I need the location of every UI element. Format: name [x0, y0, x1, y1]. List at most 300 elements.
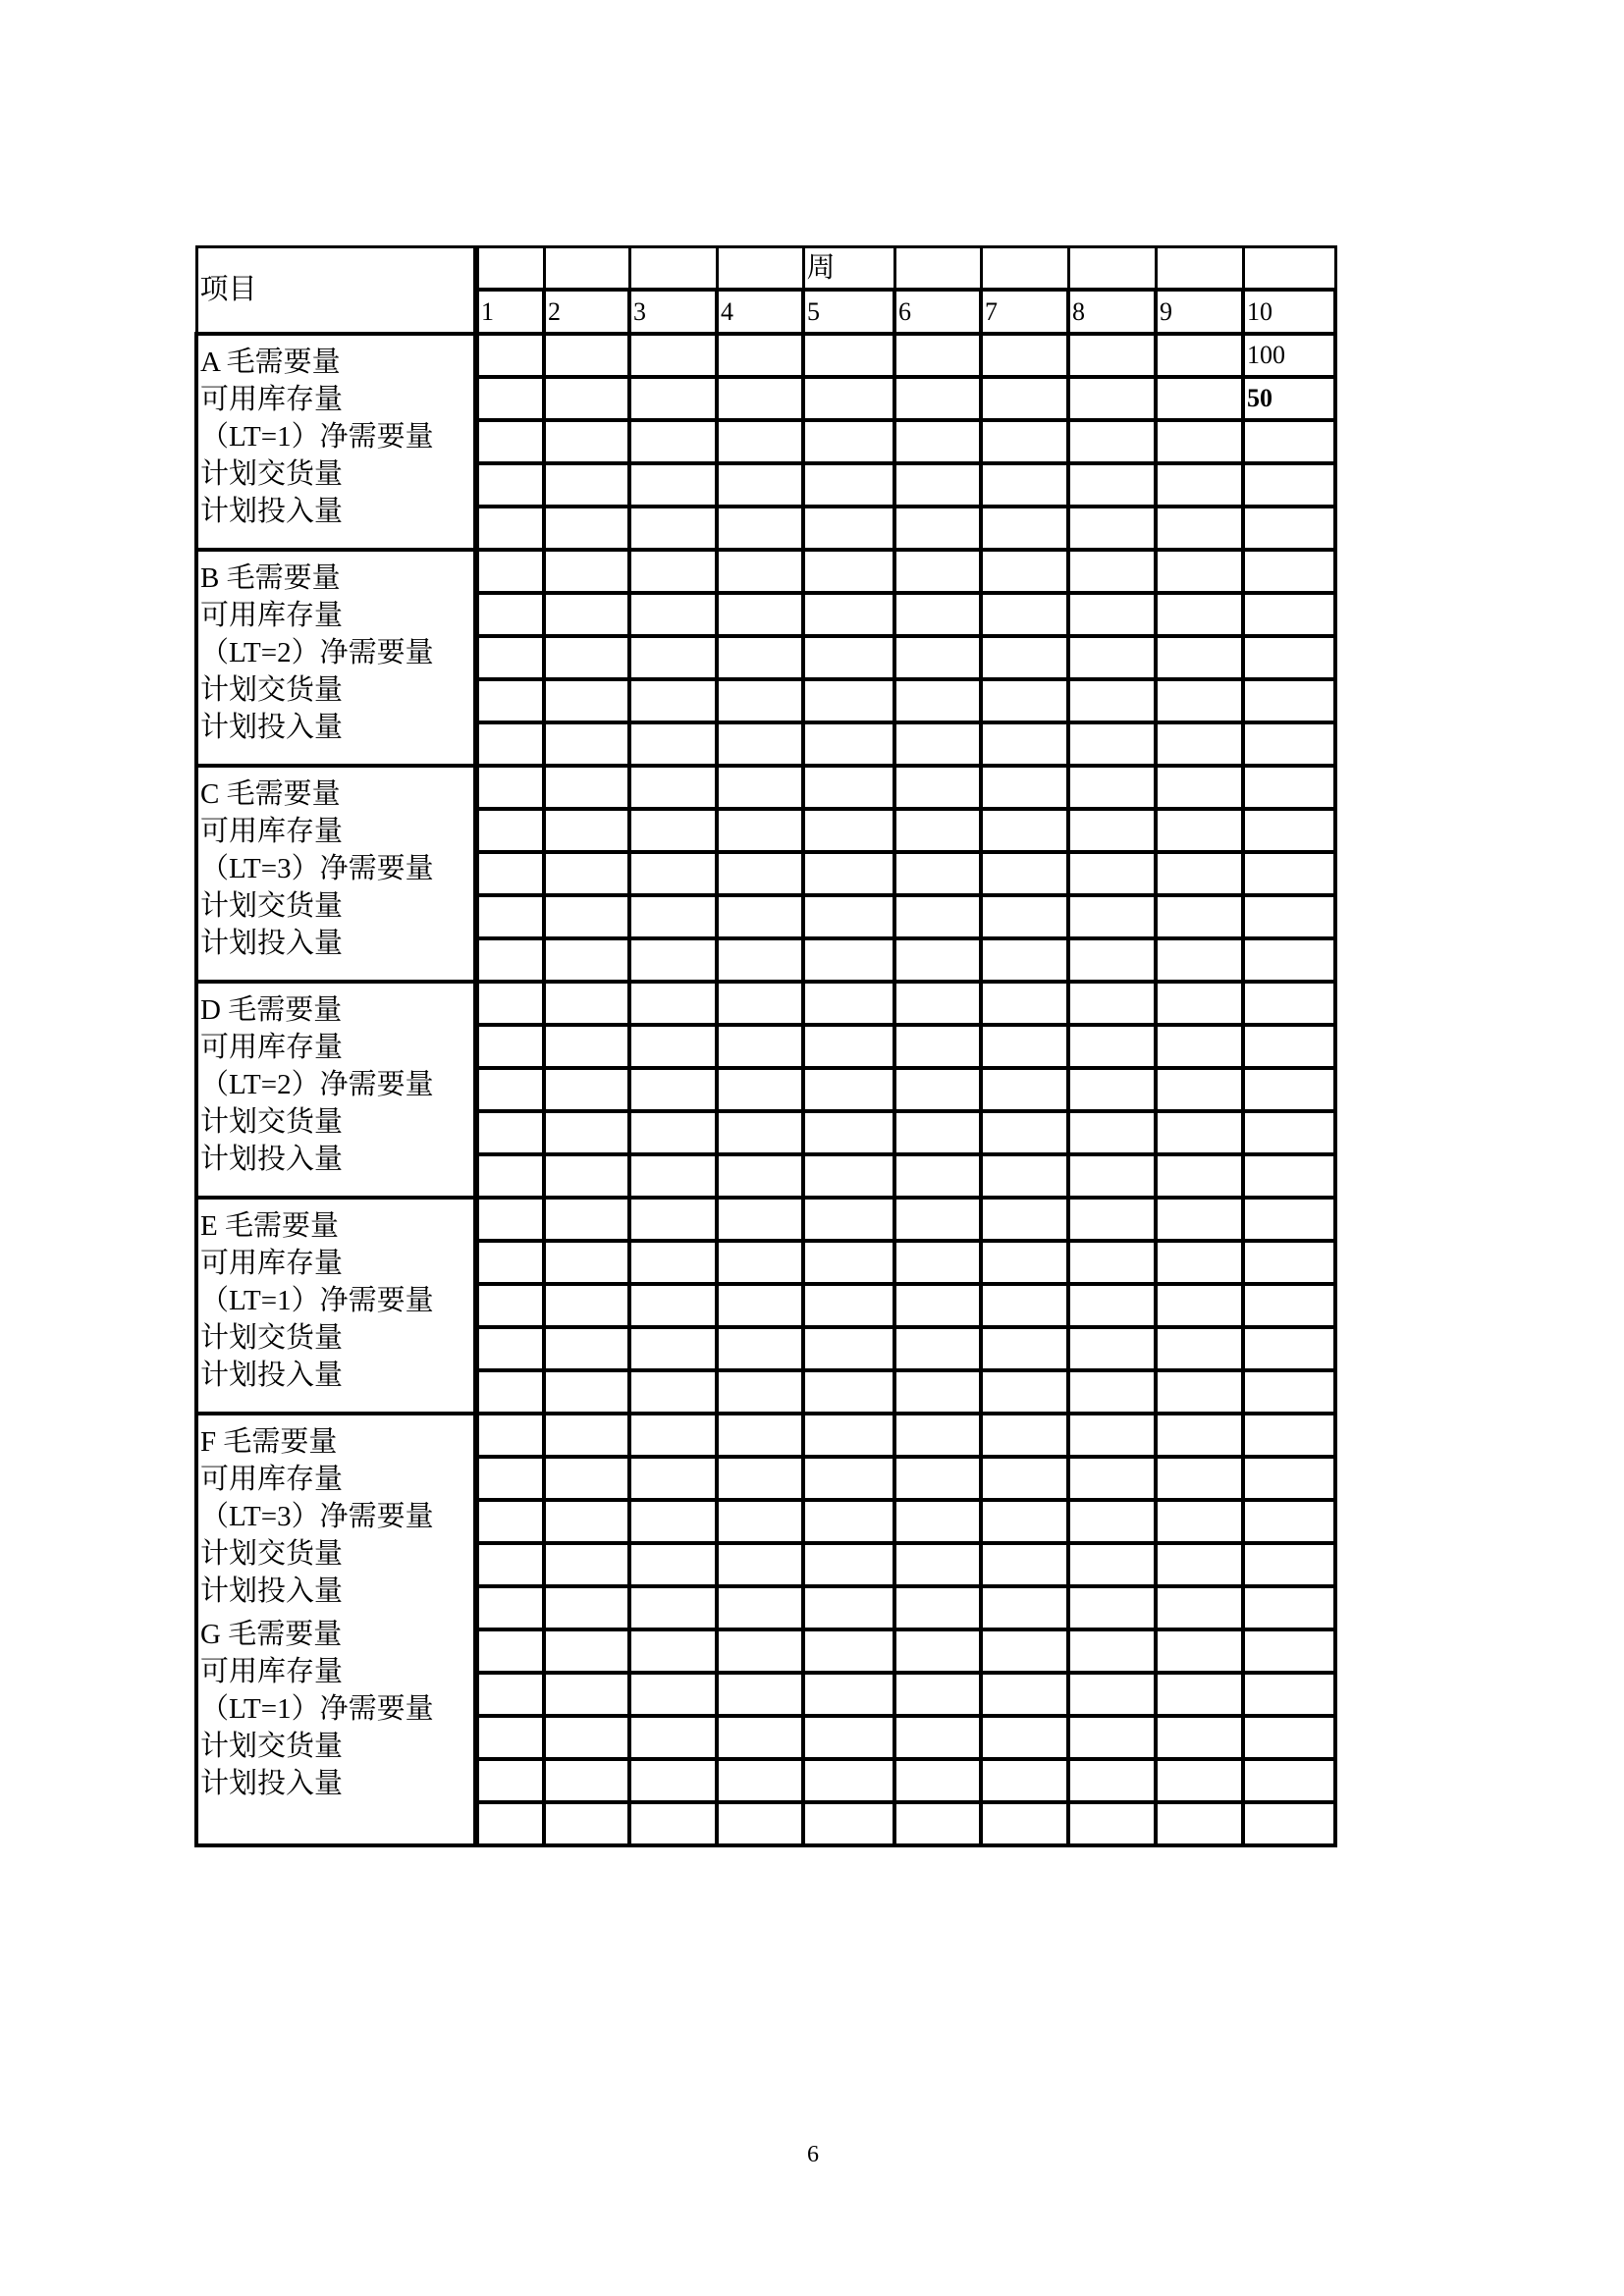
value-cell[interactable]: [894, 1241, 981, 1284]
value-cell[interactable]: [544, 593, 629, 636]
value-cell[interactable]: [629, 1414, 717, 1457]
value-cell[interactable]: [1068, 1198, 1156, 1241]
value-cell[interactable]: [476, 1370, 544, 1414]
value-cell[interactable]: [544, 766, 629, 809]
value-cell[interactable]: [803, 1327, 894, 1370]
value-cell[interactable]: [1068, 1586, 1156, 1629]
value-cell[interactable]: [981, 1586, 1068, 1629]
value-cell[interactable]: [717, 1068, 803, 1111]
value-cell[interactable]: [544, 1370, 629, 1414]
value-cell[interactable]: [1068, 1111, 1156, 1154]
value-cell[interactable]: [544, 507, 629, 550]
value-cell[interactable]: [544, 1154, 629, 1198]
value-cell[interactable]: [1156, 1673, 1243, 1716]
value-cell[interactable]: [717, 377, 803, 420]
value-cell[interactable]: [544, 1068, 629, 1111]
value-cell[interactable]: [803, 1068, 894, 1111]
value-cell[interactable]: [981, 463, 1068, 507]
value-cell[interactable]: [803, 1543, 894, 1586]
value-cell[interactable]: [476, 1327, 544, 1370]
value-cell[interactable]: [803, 1673, 894, 1716]
value-cell[interactable]: [894, 1414, 981, 1457]
value-cell[interactable]: [803, 1802, 894, 1845]
value-cell[interactable]: [981, 1414, 1068, 1457]
value-cell[interactable]: [1243, 1586, 1335, 1629]
value-cell[interactable]: [544, 1111, 629, 1154]
value-cell[interactable]: [476, 679, 544, 722]
value-cell[interactable]: [1068, 593, 1156, 636]
value-cell[interactable]: [1068, 679, 1156, 722]
value-cell[interactable]: [544, 1284, 629, 1327]
value-cell[interactable]: [629, 334, 717, 377]
value-cell[interactable]: [476, 1068, 544, 1111]
value-cell[interactable]: [981, 1500, 1068, 1543]
value-cell[interactable]: [1156, 377, 1243, 420]
value-cell[interactable]: [1243, 1025, 1335, 1068]
value-cell[interactable]: [544, 1414, 629, 1457]
value-cell[interactable]: [894, 1025, 981, 1068]
value-cell[interactable]: [717, 463, 803, 507]
value-cell[interactable]: [894, 463, 981, 507]
value-cell[interactable]: [544, 1327, 629, 1370]
value-cell[interactable]: [717, 1586, 803, 1629]
value-cell[interactable]: [629, 1284, 717, 1327]
value-cell[interactable]: [476, 1673, 544, 1716]
value-cell[interactable]: [894, 1198, 981, 1241]
value-cell[interactable]: [1243, 1284, 1335, 1327]
value-cell[interactable]: [476, 593, 544, 636]
value-cell[interactable]: [1156, 1629, 1243, 1673]
value-cell[interactable]: [476, 1414, 544, 1457]
value-cell[interactable]: [803, 1457, 894, 1500]
value-cell[interactable]: [803, 334, 894, 377]
value-cell[interactable]: [544, 636, 629, 679]
value-cell[interactable]: [1068, 766, 1156, 809]
value-cell[interactable]: [544, 1673, 629, 1716]
value-cell[interactable]: [1156, 1154, 1243, 1198]
value-cell[interactable]: [1068, 507, 1156, 550]
value-cell[interactable]: [1243, 938, 1335, 982]
value-cell[interactable]: [629, 377, 717, 420]
value-cell[interactable]: [476, 377, 544, 420]
value-cell[interactable]: [1243, 1759, 1335, 1802]
value-cell[interactable]: [1068, 1284, 1156, 1327]
value-cell[interactable]: [803, 1198, 894, 1241]
value-cell[interactable]: [894, 809, 981, 852]
value-cell[interactable]: [981, 1327, 1068, 1370]
value-cell[interactable]: [629, 895, 717, 938]
value-cell[interactable]: [1243, 1457, 1335, 1500]
value-cell[interactable]: [476, 507, 544, 550]
value-cell[interactable]: [803, 507, 894, 550]
value-cell[interactable]: [1243, 1414, 1335, 1457]
value-cell[interactable]: [544, 550, 629, 593]
value-cell[interactable]: [894, 550, 981, 593]
value-cell[interactable]: [894, 895, 981, 938]
value-cell[interactable]: [629, 1154, 717, 1198]
value-cell[interactable]: [629, 636, 717, 679]
value-cell[interactable]: [1243, 1327, 1335, 1370]
value-cell[interactable]: [894, 507, 981, 550]
value-cell[interactable]: [717, 593, 803, 636]
value-cell[interactable]: [803, 1370, 894, 1414]
value-cell[interactable]: [1156, 1457, 1243, 1500]
value-cell[interactable]: [1156, 1716, 1243, 1759]
value-cell[interactable]: [717, 895, 803, 938]
value-cell[interactable]: [629, 1025, 717, 1068]
value-cell[interactable]: [476, 1111, 544, 1154]
value-cell[interactable]: [629, 463, 717, 507]
value-cell[interactable]: [1243, 1673, 1335, 1716]
value-cell[interactable]: [1156, 1068, 1243, 1111]
value-cell[interactable]: [629, 722, 717, 766]
value-cell[interactable]: [1156, 1241, 1243, 1284]
value-cell[interactable]: [717, 1500, 803, 1543]
value-cell[interactable]: [1068, 1759, 1156, 1802]
value-cell[interactable]: [1068, 1802, 1156, 1845]
value-cell[interactable]: [717, 1198, 803, 1241]
value-cell[interactable]: [803, 1111, 894, 1154]
value-cell[interactable]: [629, 1586, 717, 1629]
value-cell[interactable]: [1068, 1673, 1156, 1716]
value-cell[interactable]: [476, 1802, 544, 1845]
value-cell[interactable]: [544, 722, 629, 766]
value-cell[interactable]: [476, 1759, 544, 1802]
value-cell[interactable]: [1243, 1629, 1335, 1673]
value-cell[interactable]: [1068, 982, 1156, 1025]
value-cell[interactable]: [981, 1543, 1068, 1586]
value-cell[interactable]: [1156, 1198, 1243, 1241]
value-cell[interactable]: [981, 1370, 1068, 1414]
value-cell[interactable]: [1243, 507, 1335, 550]
value-cell[interactable]: [1156, 1759, 1243, 1802]
value-cell[interactable]: [894, 1629, 981, 1673]
value-cell[interactable]: [981, 420, 1068, 463]
value-cell[interactable]: [1068, 1154, 1156, 1198]
value-cell[interactable]: [1156, 722, 1243, 766]
value-cell[interactable]: [1243, 1500, 1335, 1543]
value-cell[interactable]: [476, 1716, 544, 1759]
value-cell[interactable]: [476, 463, 544, 507]
value-cell[interactable]: [803, 982, 894, 1025]
value-cell[interactable]: [1068, 1068, 1156, 1111]
value-cell[interactable]: [717, 1543, 803, 1586]
value-cell[interactable]: [544, 377, 629, 420]
value-cell[interactable]: [803, 1500, 894, 1543]
value-cell[interactable]: [1068, 1629, 1156, 1673]
value-cell[interactable]: [894, 722, 981, 766]
value-cell[interactable]: [544, 420, 629, 463]
value-cell[interactable]: [981, 593, 1068, 636]
value-cell[interactable]: [544, 1543, 629, 1586]
value-cell[interactable]: [1156, 679, 1243, 722]
value-cell[interactable]: [717, 1327, 803, 1370]
value-cell[interactable]: [894, 852, 981, 895]
value-cell[interactable]: [717, 507, 803, 550]
value-cell[interactable]: [981, 550, 1068, 593]
value-cell[interactable]: [717, 1629, 803, 1673]
value-cell[interactable]: [717, 334, 803, 377]
value-cell[interactable]: [981, 679, 1068, 722]
value-cell[interactable]: [629, 1629, 717, 1673]
value-cell[interactable]: [894, 377, 981, 420]
value-cell[interactable]: [803, 809, 894, 852]
value-cell[interactable]: 100: [1243, 334, 1335, 377]
value-cell[interactable]: [803, 1241, 894, 1284]
value-cell[interactable]: [1068, 1543, 1156, 1586]
value-cell[interactable]: [1156, 982, 1243, 1025]
value-cell[interactable]: [803, 1629, 894, 1673]
value-cell[interactable]: [629, 766, 717, 809]
value-cell[interactable]: [894, 1327, 981, 1370]
value-cell[interactable]: [1243, 420, 1335, 463]
value-cell[interactable]: [1156, 463, 1243, 507]
value-cell[interactable]: [1243, 1543, 1335, 1586]
value-cell[interactable]: [1243, 550, 1335, 593]
value-cell[interactable]: [544, 463, 629, 507]
value-cell[interactable]: [717, 1802, 803, 1845]
value-cell[interactable]: [544, 334, 629, 377]
value-cell[interactable]: [981, 1111, 1068, 1154]
value-cell[interactable]: [544, 982, 629, 1025]
value-cell[interactable]: [629, 852, 717, 895]
value-cell[interactable]: [981, 1025, 1068, 1068]
value-cell[interactable]: [629, 1802, 717, 1845]
value-cell[interactable]: [894, 1068, 981, 1111]
value-cell[interactable]: [476, 1500, 544, 1543]
value-cell[interactable]: 50: [1243, 377, 1335, 420]
value-cell[interactable]: [476, 334, 544, 377]
value-cell[interactable]: [717, 420, 803, 463]
value-cell[interactable]: [476, 1154, 544, 1198]
value-cell[interactable]: [629, 1068, 717, 1111]
value-cell[interactable]: [476, 809, 544, 852]
value-cell[interactable]: [629, 938, 717, 982]
value-cell[interactable]: [894, 1457, 981, 1500]
value-cell[interactable]: [894, 1673, 981, 1716]
value-cell[interactable]: [981, 938, 1068, 982]
value-cell[interactable]: [629, 1543, 717, 1586]
value-cell[interactable]: [1068, 1716, 1156, 1759]
value-cell[interactable]: [1156, 334, 1243, 377]
value-cell[interactable]: [544, 895, 629, 938]
value-cell[interactable]: [894, 593, 981, 636]
value-cell[interactable]: [894, 1586, 981, 1629]
value-cell[interactable]: [544, 1198, 629, 1241]
value-cell[interactable]: [1243, 1370, 1335, 1414]
value-cell[interactable]: [1243, 1068, 1335, 1111]
value-cell[interactable]: [717, 1457, 803, 1500]
value-cell[interactable]: [476, 982, 544, 1025]
value-cell[interactable]: [717, 766, 803, 809]
value-cell[interactable]: [476, 895, 544, 938]
value-cell[interactable]: [717, 938, 803, 982]
value-cell[interactable]: [476, 1586, 544, 1629]
value-cell[interactable]: [1243, 1802, 1335, 1845]
value-cell[interactable]: [1068, 377, 1156, 420]
value-cell[interactable]: [1243, 1198, 1335, 1241]
value-cell[interactable]: [629, 420, 717, 463]
value-cell[interactable]: [717, 852, 803, 895]
value-cell[interactable]: [476, 1025, 544, 1068]
value-cell[interactable]: [717, 1241, 803, 1284]
value-cell[interactable]: [1156, 550, 1243, 593]
value-cell[interactable]: [981, 1241, 1068, 1284]
value-cell[interactable]: [981, 377, 1068, 420]
value-cell[interactable]: [544, 1241, 629, 1284]
value-cell[interactable]: [803, 766, 894, 809]
value-cell[interactable]: [1243, 982, 1335, 1025]
value-cell[interactable]: [981, 1673, 1068, 1716]
value-cell[interactable]: [803, 852, 894, 895]
value-cell[interactable]: [1068, 1457, 1156, 1500]
value-cell[interactable]: [981, 1629, 1068, 1673]
value-cell[interactable]: [1068, 1241, 1156, 1284]
value-cell[interactable]: [981, 895, 1068, 938]
value-cell[interactable]: [803, 1759, 894, 1802]
value-cell[interactable]: [476, 722, 544, 766]
value-cell[interactable]: [894, 938, 981, 982]
value-cell[interactable]: [717, 982, 803, 1025]
value-cell[interactable]: [981, 636, 1068, 679]
value-cell[interactable]: [717, 550, 803, 593]
value-cell[interactable]: [981, 1154, 1068, 1198]
value-cell[interactable]: [1243, 1241, 1335, 1284]
value-cell[interactable]: [1156, 895, 1243, 938]
value-cell[interactable]: [629, 1241, 717, 1284]
value-cell[interactable]: [1156, 593, 1243, 636]
value-cell[interactable]: [894, 636, 981, 679]
value-cell[interactable]: [1243, 1154, 1335, 1198]
value-cell[interactable]: [629, 1111, 717, 1154]
value-cell[interactable]: [717, 1111, 803, 1154]
value-cell[interactable]: [981, 809, 1068, 852]
value-cell[interactable]: [803, 463, 894, 507]
value-cell[interactable]: [1068, 1370, 1156, 1414]
value-cell[interactable]: [476, 420, 544, 463]
value-cell[interactable]: [1068, 636, 1156, 679]
value-cell[interactable]: [803, 1284, 894, 1327]
value-cell[interactable]: [1243, 852, 1335, 895]
value-cell[interactable]: [981, 1716, 1068, 1759]
value-cell[interactable]: [544, 938, 629, 982]
value-cell[interactable]: [803, 420, 894, 463]
value-cell[interactable]: [629, 1673, 717, 1716]
value-cell[interactable]: [803, 377, 894, 420]
value-cell[interactable]: [476, 1457, 544, 1500]
value-cell[interactable]: [629, 593, 717, 636]
value-cell[interactable]: [1156, 1284, 1243, 1327]
value-cell[interactable]: [1243, 1716, 1335, 1759]
value-cell[interactable]: [476, 1629, 544, 1673]
value-cell[interactable]: [476, 766, 544, 809]
value-cell[interactable]: [803, 636, 894, 679]
value-cell[interactable]: [717, 1673, 803, 1716]
value-cell[interactable]: [1156, 1500, 1243, 1543]
value-cell[interactable]: [629, 1759, 717, 1802]
value-cell[interactable]: [894, 1802, 981, 1845]
value-cell[interactable]: [1156, 1111, 1243, 1154]
value-cell[interactable]: [1243, 463, 1335, 507]
value-cell[interactable]: [981, 1802, 1068, 1845]
value-cell[interactable]: [544, 1629, 629, 1673]
value-cell[interactable]: [981, 1457, 1068, 1500]
value-cell[interactable]: [981, 852, 1068, 895]
value-cell[interactable]: [894, 1111, 981, 1154]
value-cell[interactable]: [629, 982, 717, 1025]
value-cell[interactable]: [1068, 722, 1156, 766]
value-cell[interactable]: [629, 1500, 717, 1543]
value-cell[interactable]: [476, 550, 544, 593]
value-cell[interactable]: [1068, 938, 1156, 982]
value-cell[interactable]: [803, 1154, 894, 1198]
value-cell[interactable]: [717, 1716, 803, 1759]
value-cell[interactable]: [803, 722, 894, 766]
value-cell[interactable]: [717, 1414, 803, 1457]
value-cell[interactable]: [1156, 507, 1243, 550]
value-cell[interactable]: [544, 679, 629, 722]
value-cell[interactable]: [629, 679, 717, 722]
value-cell[interactable]: [981, 1759, 1068, 1802]
value-cell[interactable]: [629, 1457, 717, 1500]
value-cell[interactable]: [803, 550, 894, 593]
value-cell[interactable]: [717, 1759, 803, 1802]
value-cell[interactable]: [476, 1241, 544, 1284]
value-cell[interactable]: [717, 809, 803, 852]
value-cell[interactable]: [1243, 636, 1335, 679]
value-cell[interactable]: [1156, 1414, 1243, 1457]
value-cell[interactable]: [1156, 1025, 1243, 1068]
value-cell[interactable]: [803, 679, 894, 722]
value-cell[interactable]: [717, 636, 803, 679]
value-cell[interactable]: [1243, 593, 1335, 636]
value-cell[interactable]: [803, 593, 894, 636]
value-cell[interactable]: [476, 938, 544, 982]
value-cell[interactable]: [1243, 722, 1335, 766]
value-cell[interactable]: [894, 420, 981, 463]
value-cell[interactable]: [629, 507, 717, 550]
value-cell[interactable]: [629, 550, 717, 593]
value-cell[interactable]: [476, 1284, 544, 1327]
value-cell[interactable]: [629, 1198, 717, 1241]
value-cell[interactable]: [1068, 463, 1156, 507]
value-cell[interactable]: [629, 809, 717, 852]
value-cell[interactable]: [1156, 852, 1243, 895]
value-cell[interactable]: [981, 982, 1068, 1025]
value-cell[interactable]: [629, 1716, 717, 1759]
value-cell[interactable]: [894, 766, 981, 809]
value-cell[interactable]: [981, 722, 1068, 766]
value-cell[interactable]: [1068, 1327, 1156, 1370]
value-cell[interactable]: [1068, 1414, 1156, 1457]
value-cell[interactable]: [981, 334, 1068, 377]
value-cell[interactable]: [544, 1025, 629, 1068]
value-cell[interactable]: [476, 852, 544, 895]
value-cell[interactable]: [803, 1716, 894, 1759]
value-cell[interactable]: [544, 1716, 629, 1759]
value-cell[interactable]: [894, 982, 981, 1025]
value-cell[interactable]: [1068, 852, 1156, 895]
value-cell[interactable]: [894, 334, 981, 377]
value-cell[interactable]: [629, 1327, 717, 1370]
value-cell[interactable]: [544, 1500, 629, 1543]
value-cell[interactable]: [1156, 766, 1243, 809]
value-cell[interactable]: [544, 1759, 629, 1802]
value-cell[interactable]: [1243, 679, 1335, 722]
value-cell[interactable]: [717, 1154, 803, 1198]
value-cell[interactable]: [1156, 636, 1243, 679]
value-cell[interactable]: [476, 636, 544, 679]
